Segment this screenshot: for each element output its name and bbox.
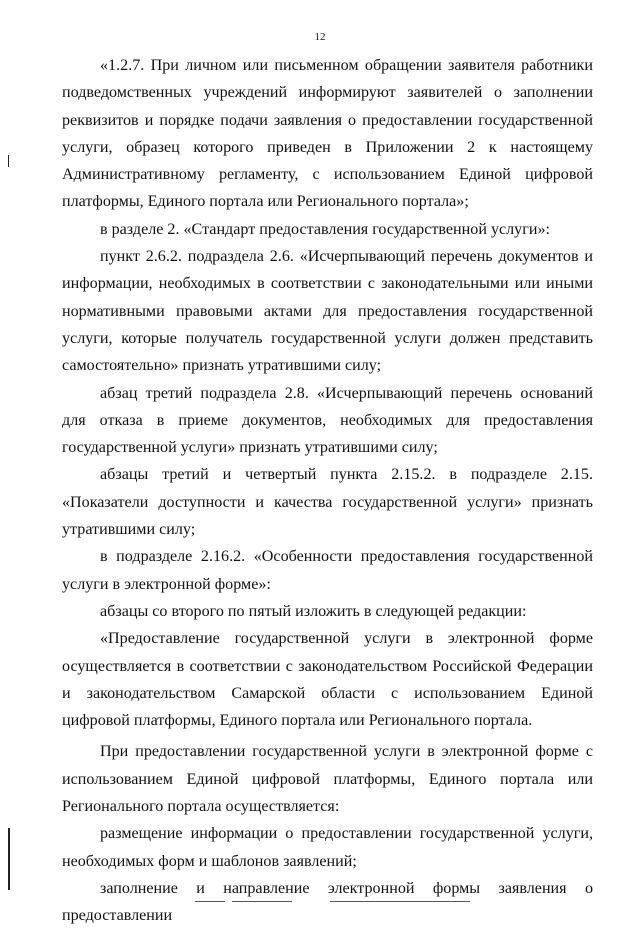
scan-bottom-mark xyxy=(195,901,225,902)
paragraph-2-16-2: в подразделе 2.16.2. «Особенности предоставления государственной услуги в электронной форме»: xyxy=(62,548,593,593)
paragraph-electronic-form: «Предоставление государственной услуги в электронной форме осуществляется в соответствии с законодательством Российской Федерации и законодательством Самарской области с использованием Единой цифровой платформы, Единого портала или Регионального портала. xyxy=(62,630,593,730)
paragraph-filling-form: заполнение и направление электронной формы заявления о предоставлении xyxy=(62,879,593,925)
paragraph-abzatsy-instruction: абзацы со второго по пятый изложить в следующей редакции: xyxy=(100,602,527,620)
paragraph-placement-info: размещение информации о предоставлении государственной услуги, необходимых форм и шаблонов заявлений; xyxy=(62,825,593,870)
document-body xyxy=(62,52,593,930)
scan-edge-mark xyxy=(8,828,10,890)
paragraph-1-2-7: «1.2.7. При личном или письменном обращении заявителя работники подведомственных учреждений информируют заявителей о заполнении реквизитов и порядке подачи заявления о предоставлении государственной услуги, образец которого приведен в Приложении 2 к настоящему Административному регламенту, с использованием Единой цифровой платформы, Единого портала или Регионального портала»; xyxy=(62,57,593,211)
page-number: 12 xyxy=(314,31,326,43)
paragraph-section-2-heading: в разделе 2. «Стандарт предоставления государственной услуги»: xyxy=(100,220,550,238)
scan-edge-mark xyxy=(8,155,9,167)
paragraph-2-6-2: пункт 2.6.2. подраздела 2.6. «Исчерпывающий перечень документов и информации, необходимых в соответствии с законодательными или иными нормативными правовыми актами для предоставления государственной услуги, которые получатель государственной услуги должен представить самостоятельно» признать утратившими силу; xyxy=(62,248,593,375)
scan-bottom-mark xyxy=(330,901,470,902)
paragraph-2-15-2: абзацы третий и четвертый пункта 2.15.2. в подразделе 2.15. «Показатели доступности и качества государственной услуги» признать утратившими силу; xyxy=(62,466,593,539)
paragraph-2-8: абзац третий подраздела 2.8. «Исчерпывающий перечень оснований для отказа в приеме документов, необходимых для предоставления государственной услуги» признать утратившими силу; xyxy=(62,384,593,457)
scan-bottom-mark xyxy=(232,901,292,902)
paragraph-electronic-provision: При предоставлении государственной услуги в электронной форме с использованием Единой цифровой платформы, Единого портала или Регионального портала осуществляется: xyxy=(62,743,593,816)
